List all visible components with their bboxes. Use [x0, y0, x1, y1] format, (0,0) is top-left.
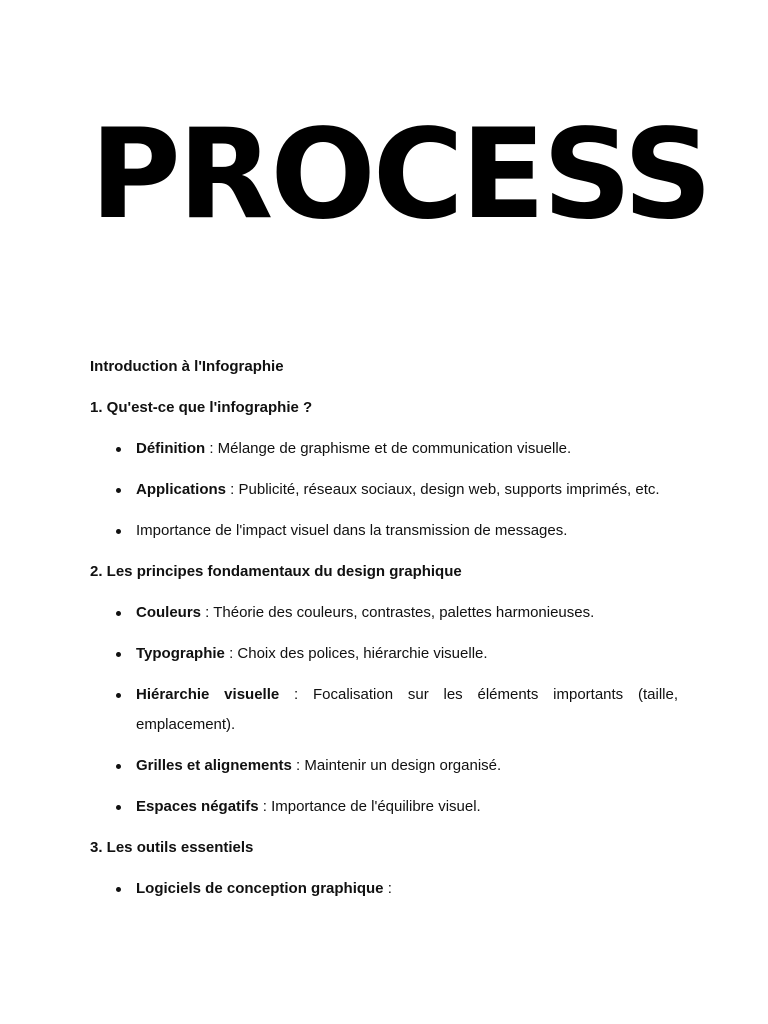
- list-item-text: : Mélange de graphisme et de communication visuelle.: [205, 440, 572, 457]
- list-item-term: Logiciels de conception graphique: [136, 880, 384, 897]
- bullet-list: [90, 434, 678, 546]
- list-item-text: : Importance de l'équilibre visuel.: [258, 798, 481, 815]
- list-item-text: : Publicité, réseaux sociaux, design web, supports imprimés, etc.: [226, 481, 660, 498]
- list-item-text: : Théorie des couleurs, contrastes, palettes harmonieuses.: [201, 604, 595, 621]
- section-heading: 2. Les principes fondamentaux du design graphique: [90, 563, 462, 580]
- list-item-term: Espaces négatifs: [136, 798, 259, 815]
- list-item-term: Applications: [136, 481, 227, 498]
- page-title: PROCESS: [90, 103, 710, 247]
- bullet-list: [90, 874, 678, 904]
- list-item: [90, 598, 678, 628]
- intro-heading: Introduction à l'Infographie: [90, 358, 284, 375]
- list-item-term: Typographie: [136, 645, 225, 662]
- list-item: [90, 751, 678, 781]
- list-item: [90, 434, 678, 464]
- list-item-term: Hiérarchie visuelle: [136, 686, 280, 703]
- list-item: [90, 792, 678, 822]
- list-item-text: :: [383, 880, 392, 897]
- list-item-text: Importance de l'impact visuel dans la transmission de messages.: [136, 522, 568, 539]
- list-item-term: Définition: [136, 440, 206, 457]
- bullet-list: [90, 598, 678, 822]
- list-item-term: Couleurs: [136, 604, 202, 621]
- list-item: [90, 874, 678, 904]
- section-heading: 1. Qu'est-ce que l'infographie ?: [90, 399, 313, 416]
- list-item: [90, 516, 678, 546]
- list-item: [90, 639, 678, 669]
- list-item-term: Grilles et alignements: [136, 757, 292, 774]
- list-item-text: : Maintenir un design organisé.: [291, 757, 502, 774]
- list-item-text: : Focalisation sur les éléments importants (taille, emplacement).: [136, 686, 678, 733]
- section-heading: 3. Les outils essentiels: [90, 839, 254, 856]
- list-item-text: : Choix des polices, hiérarchie visuelle.: [224, 645, 488, 662]
- document-body: [90, 352, 678, 915]
- list-item: [90, 475, 678, 505]
- list-item: [90, 680, 678, 740]
